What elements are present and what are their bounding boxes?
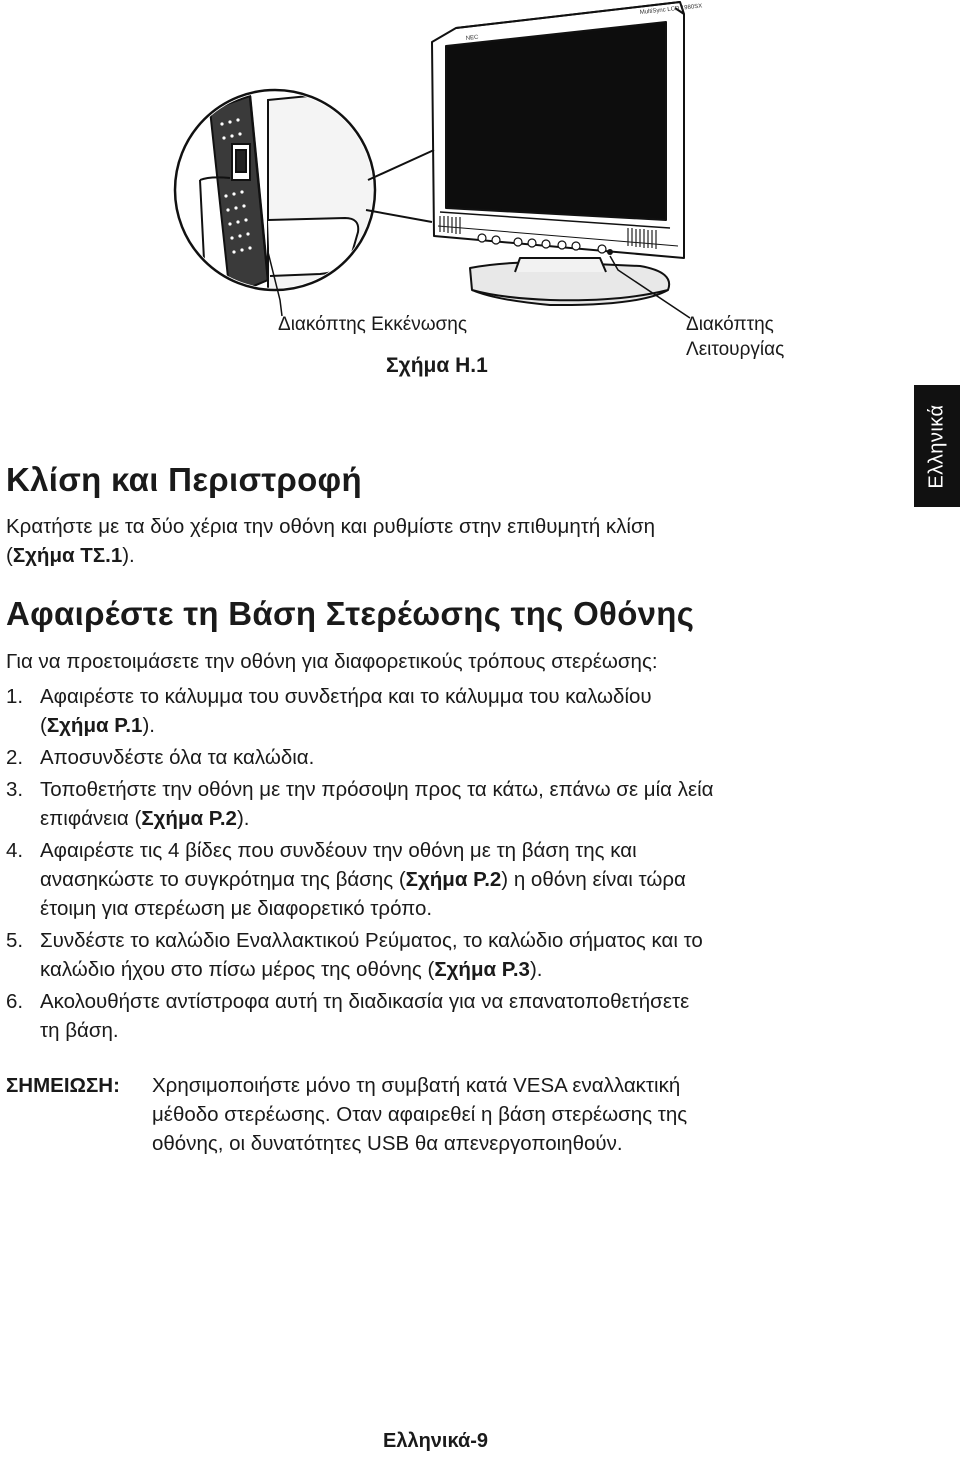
step-item: 6. Ακολουθήστε αντίστροφα αυτή τη διαδικασία για να επανατοποθετήσετε τη βάση. <box>6 990 690 1042</box>
power-switch-label-line2: Λειτουργίας <box>686 339 785 360</box>
figure-ref: Σχήμα Ρ.2 <box>141 807 237 830</box>
figure-ref: Σχήμα Ρ.2 <box>405 868 502 891</box>
step-item: 1. Αφαιρέστε το κάλυμμα του συνδετήρα και το κάλυμμα του καλωδίου (Σχήμα Ρ.1). <box>6 685 652 737</box>
power-switch-label-line1: Διακόπτης <box>686 314 774 335</box>
figure-ref: Σχήμα Ρ.3 <box>434 958 530 981</box>
language-side-tab-label: Ελληνικά <box>925 403 948 489</box>
figure-caption: Σχήμα Η.1 <box>386 354 488 377</box>
note-line: οθόνης, οι δυνατότητες USB θα απενεργοποιηθούν. <box>152 1132 623 1155</box>
step-item: 4. Αφαιρέστε τις 4 βίδες που συνδέουν την οθόνη με τη βάση της και ανασηκώστε το συγκρότημα της βάσης (Σχήμα Ρ.2) η οθόνη είναι τώρα έτοιμη για στερέωση με διαφορετικό τρόπο. <box>6 839 686 920</box>
note-lead: ΣΗΜΕΙΩΣΗ: <box>6 1074 120 1097</box>
section-remove-stand-intro: Για να προετοιμάσετε την οθόνη για διαφορετικούς τρόπους στερέωσης: <box>6 650 658 673</box>
drain-switch-label: Διακόπτης Εκκένωσης <box>278 314 468 335</box>
tilt-text-line2: (Σχήμα ΤΣ.1). <box>6 544 135 567</box>
tilt-text-line1: Κρατήστε με τα δύο χέρια την οθόνη και ρυθμίστε στην επιθυμητή κλίση <box>6 515 656 538</box>
note-block <box>6 1071 886 1158</box>
section-tilt-body <box>6 512 886 570</box>
note-line: μέθοδο στερέωσης. Οταν αφαιρεθεί η βάση στερέωσης της <box>152 1103 688 1126</box>
page-footer: Ελληνικά-9 <box>383 1430 489 1452</box>
step-item: 3. Τοποθετήστε την οθόνη με την πρόσοψη προς τα κάτω, επάνω σε μία λεία επιφάνεια (Σχήμα Ρ.2). <box>6 778 714 830</box>
monitor-brand-text: NEC <box>465 34 479 42</box>
language-side-tab <box>914 385 960 507</box>
monitor-figure <box>170 0 703 310</box>
figure-ref: Σχήμα ΤΣ.1 <box>12 544 123 567</box>
monitor-model-text: MultiSync LCD 1980SX <box>639 3 703 16</box>
steps-list <box>6 682 886 1045</box>
section-title-remove-stand: Αφαιρέστε τη Βάση Στερέωσης της Οθόνης <box>6 595 695 632</box>
step-item: 2. Αποσυνδέστε όλα τα καλώδια. <box>6 746 315 769</box>
note-line: Χρησιμοποιήστε μόνο τη συμβατή κατά VESA εναλλακτική <box>152 1074 681 1097</box>
figure-ref: Σχήμα Ρ.1 <box>46 714 143 737</box>
step-item: 5. Συνδέστε το καλώδιο Εναλλακτικού Ρεύματος, το καλώδιο σήματος και το καλώδιο ήχου στο πίσω μέρος της οθόνης (Σχήμα Ρ.3). <box>6 929 703 981</box>
section-title-tilt: Κλίση και Περιστροφή <box>6 461 362 498</box>
